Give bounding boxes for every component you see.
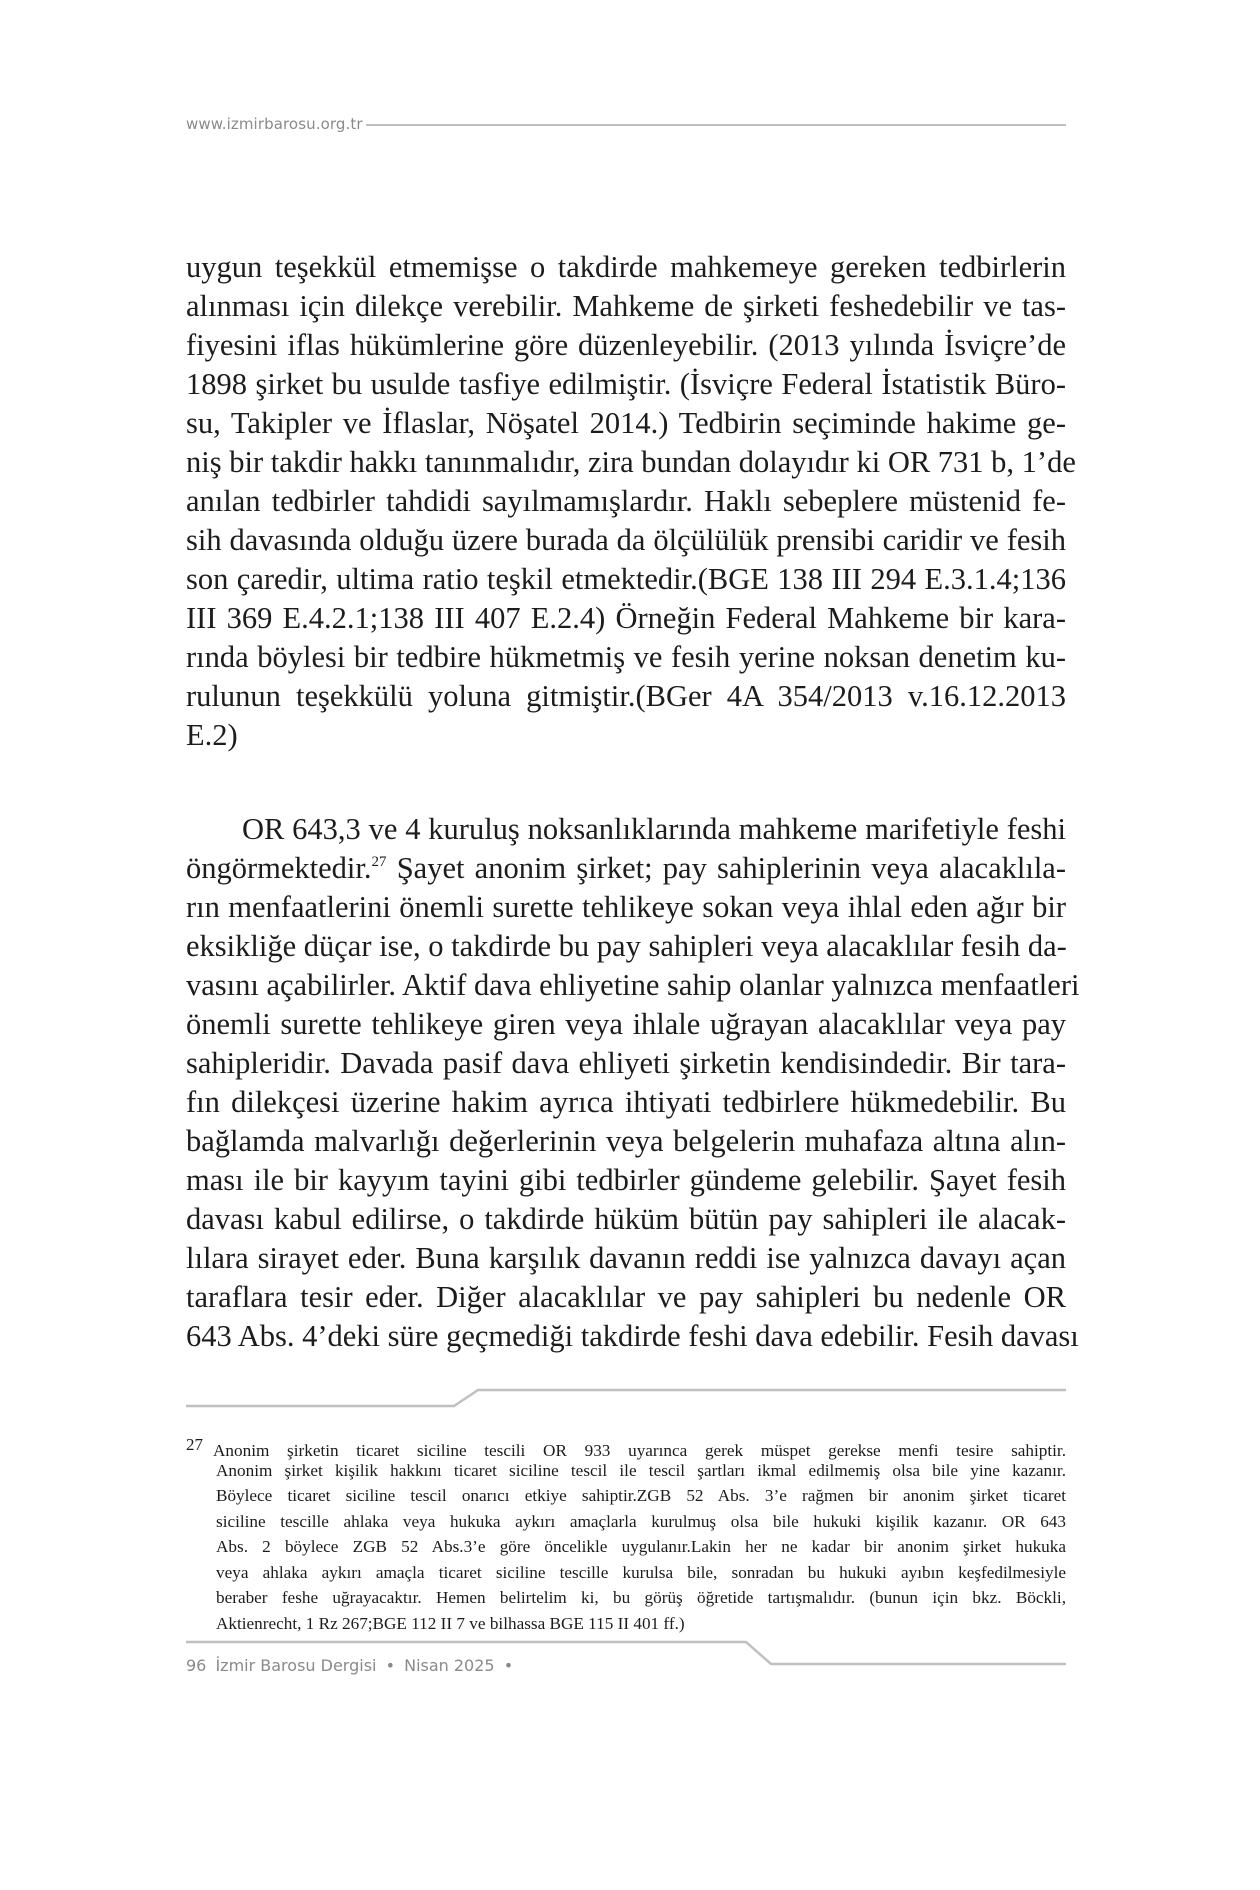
footnote-line: Böylece ticaret siciline tescil onarıcı etkiye sahiptir.ZGB 52 Abs. 3’e rağmen bir anonim şirket ticaret bbox=[216, 1486, 1066, 1505]
footnote-separator-rule bbox=[186, 1384, 1066, 1414]
footnote-line: siciline tescille ahlaka veya hukuka aykırı amaçlarla kurulmuş olsa bile hukuki kişilik kazanır. OR 643 bbox=[216, 1511, 1066, 1531]
text-segment: Anonim şirketin ticaret siciline tescili OR 933 uyarınca gerek müspet gerekse menfi tesire sahiptir. bbox=[213, 1441, 1066, 1460]
running-header bbox=[186, 112, 1066, 136]
text-line: sih davasında olduğu üzere burada da ölçülülük prensibi caridir ve fesih bbox=[186, 523, 1066, 557]
footnote-line: veya ahlaka aykırı amaçla ticaret siciline tescille kurulsa bile, sonradan bu hukuki ayıbın keşfedilmesiyle bbox=[216, 1562, 1066, 1582]
text-line: taraflara tesir eder. Diğer alacaklılar ve pay sahipleri bu nedenle OR bbox=[186, 1280, 1066, 1314]
page-number: 96 bbox=[186, 1656, 207, 1675]
footnote-line: Anonim şirket kişilik hakkını ticaret siciline tescil ile tescil şartları ikmal edilmemiş olsa bile yine kazanır. bbox=[216, 1460, 1066, 1480]
bullet-separator: • bbox=[385, 1656, 395, 1675]
issue-date: Nisan 2025 bbox=[404, 1656, 495, 1675]
text-line: rulunun teşekkülü yoluna gitmiştir.(BGer 4A 354/2013 v.16.12.2013 bbox=[186, 679, 1066, 713]
text-line: önemli surette tehlikeye giren veya ihlale uğrayan alacaklılar veya pay bbox=[186, 1007, 1066, 1041]
text-line: 643 Abs. 4’deki süre geçmediği takdirde feshi dava edebilir. Fesih davası bbox=[186, 1319, 1079, 1353]
header-rule bbox=[366, 124, 1066, 126]
text-line: ması ile bir kayyım tayini gibi tedbirler gündeme gelebilir. Şayet fesih bbox=[186, 1163, 1066, 1197]
text-line: 1898 şirket bu usulde tasfiye edilmiştir. (İsviçre Federal İstatistik Büro- bbox=[186, 367, 1066, 401]
text-line: anılan tedbirler tahdidi sayılmamışlardır. Haklı sebeplere müstenid fe- bbox=[186, 484, 1066, 518]
text-line: fiyesini iflas hükümlerine göre düzenleyebilir. (2013 yılında İsviçre’de bbox=[186, 328, 1066, 362]
header-url: www.izmirbarosu.org.tr bbox=[186, 115, 363, 133]
text-line: rın menfaatlerini önemli surette tehlikeye sokan veya ihlal eden ağır bir bbox=[186, 890, 1066, 924]
text-line: sahipleridir. Davada pasif dava ehliyeti şirketin kendisindedir. Bir tara- bbox=[186, 1046, 1066, 1080]
body-paragraph-2 bbox=[186, 810, 1080, 1356]
text-line-with-footnote-ref bbox=[186, 849, 1066, 888]
text-line: su, Takipler ve İflaslar, Nöşatel 2014.) Tedbirin seçiminde hakime ge- bbox=[186, 406, 1066, 440]
footnote-line: Abs. 2 böylece ZGB 52 Abs.3’e göre öncelikle uygulanır.Lakin her ne kadar bir anonim şirket hukuka bbox=[216, 1537, 1066, 1556]
footnote-27 bbox=[186, 1432, 1066, 1636]
text-line: fın dilekçesi üzerine hakim ayrıca ihtiyati tedbirlere hükmedebilir. Bu bbox=[186, 1085, 1066, 1119]
footnote-line bbox=[186, 1432, 1066, 1458]
bullet-separator: • bbox=[503, 1656, 514, 1675]
text-line: OR 643,3 ve 4 kuruluş noksanlıklarında mahkeme marifetiyle feshi bbox=[242, 812, 1066, 846]
journal-name: İzmir Barosu Dergisi bbox=[215, 1656, 377, 1675]
text-line: eksikliğe düçar ise, o takdirde bu pay sahipleri veya alacaklılar fesih da- bbox=[186, 929, 1067, 963]
text-line: bağlamda malvarlığı değerlerinin veya belgelerin muhafaza altına alın- bbox=[186, 1124, 1066, 1158]
text-line: son çaredir, ultima ratio teşkil etmektedir.(BGE 138 III 294 E.3.1.4;136 bbox=[186, 562, 1066, 596]
text-line: niş bir takdir hakkı tanınmalıdır, zira bundan dolayıdır ki OR 731 b, 1’de bbox=[186, 445, 1076, 479]
text-line: rında böylesi bir tedbire hükmetmiş ve fesih yerine noksan denetim ku- bbox=[186, 640, 1066, 674]
text-line: alınması için dilekçe verebilir. Mahkeme de şirketi feshedebilir ve tas- bbox=[186, 289, 1066, 323]
running-footer bbox=[186, 1640, 1066, 1680]
text-line: vasını açabilirler. Aktif dava ehliyetine sahip olanlar yalnızca menfaatleri bbox=[186, 968, 1080, 1002]
text-segment: Şayet anonim şirket; pay sahiplerinin veya alacaklıla- bbox=[386, 851, 1066, 885]
text-segment: öngörmektedir. bbox=[186, 851, 372, 885]
text-line: uygun teşekkül etmemişse o takdirde mahkemeye gereken tedbirlerin bbox=[186, 250, 1066, 284]
footnote-line: beraber feshe uğrayacaktır. Hemen belirtelim ki, bu görüş öğretide tartışmalıdır. (bunun için bkz. Böckli, bbox=[216, 1588, 1066, 1607]
footnote-line: Aktienrecht, 1 Rz 267;BGE 112 II 7 ve bilhassa BGE 115 II 401 ff.) bbox=[216, 1613, 685, 1633]
footnote-number: 27 bbox=[186, 1435, 203, 1454]
text-line: E.2) bbox=[186, 718, 238, 752]
text-line: lılara sirayet eder. Buna karşılık davanın reddi ise yalnızca davayı açan bbox=[186, 1241, 1066, 1275]
text-line: davası kabul edilirse, o takdirde hüküm bütün pay sahipleri ile alacak- bbox=[186, 1202, 1066, 1236]
body-paragraph-1 bbox=[186, 248, 1076, 755]
text-line: III 369 E.4.2.1;138 III 407 E.2.4) Örneğin Federal Mahkeme bir kara- bbox=[186, 601, 1066, 635]
footer-text bbox=[186, 1656, 517, 1675]
footnote-reference-link[interactable]: 27 bbox=[371, 854, 387, 870]
